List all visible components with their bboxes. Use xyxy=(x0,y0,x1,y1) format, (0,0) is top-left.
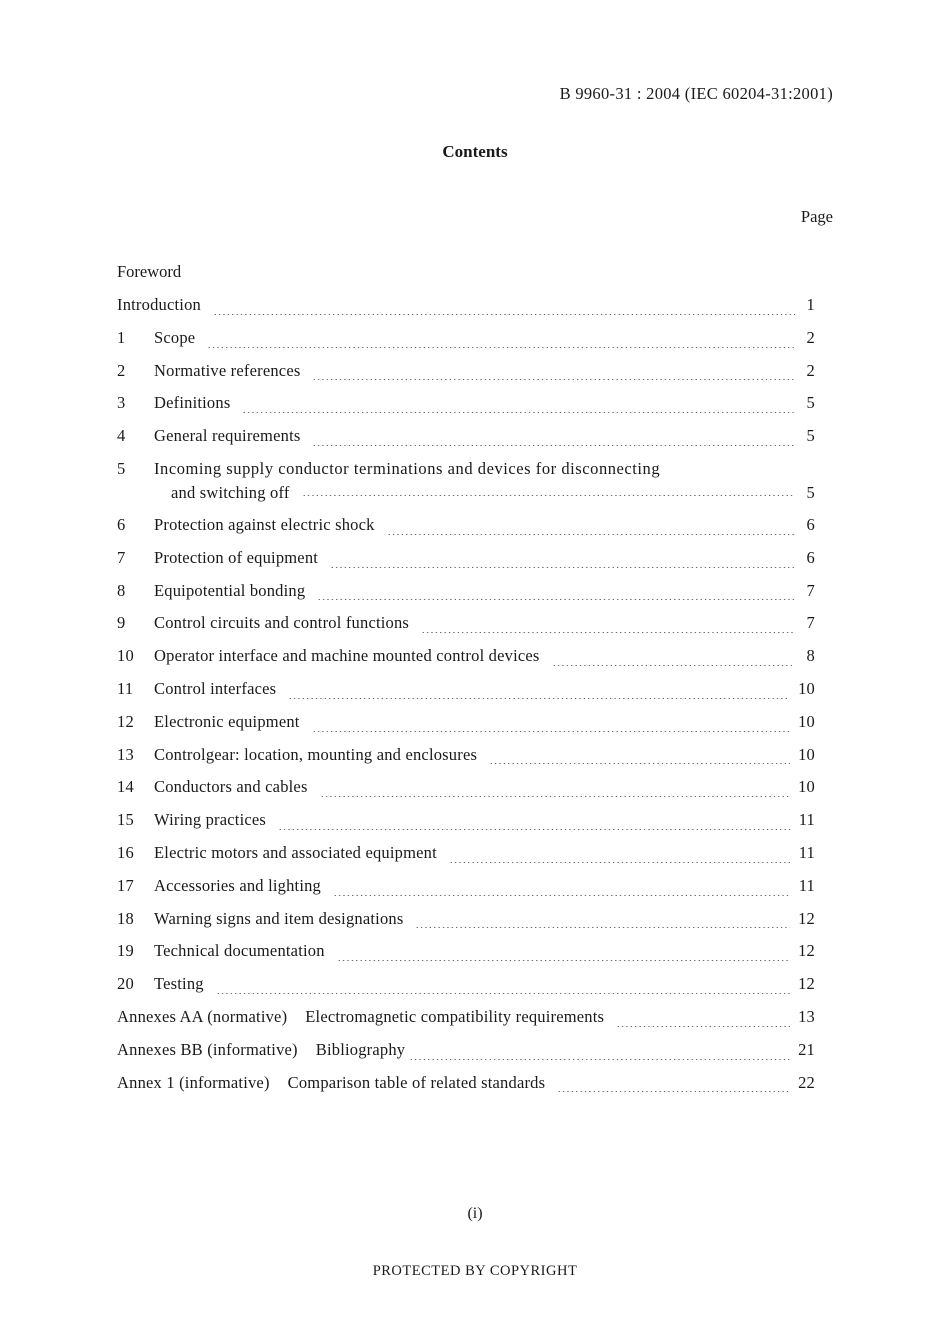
toc-entry[interactable] xyxy=(117,712,815,745)
dot-leader xyxy=(330,567,795,568)
toc-entry-page: 2 xyxy=(806,360,815,380)
dot-leader xyxy=(557,1091,790,1092)
annex-title: Bibliography xyxy=(315,1039,406,1059)
toc-entry-page: 8 xyxy=(806,646,815,666)
dot-leader xyxy=(312,379,795,380)
toc-entry-number: 16 xyxy=(117,842,134,862)
dot-leader xyxy=(337,960,790,961)
dot-leader xyxy=(552,665,795,666)
toc-entry-page: 22 xyxy=(798,1072,815,1092)
toc-entry[interactable] xyxy=(117,777,815,810)
dot-leader xyxy=(333,895,791,896)
toc-entry-label: Definitions xyxy=(154,393,231,413)
toc-entry-page: 7 xyxy=(806,580,815,600)
dot-leader xyxy=(278,829,791,830)
toc-entry-page: 21 xyxy=(798,1039,815,1059)
dot-leader xyxy=(489,763,790,764)
toc-annex-entry[interactable] xyxy=(117,1073,815,1106)
toc-entry-page: 10 xyxy=(798,678,815,698)
toc-entry-number: 4 xyxy=(117,426,126,446)
toc-entry-number: 3 xyxy=(117,393,126,413)
toc-entry-label: Introduction xyxy=(117,295,201,314)
toc-entry-label: Wiring practices xyxy=(154,810,267,830)
toc-entry-page: 12 xyxy=(798,941,815,961)
toc-entry-page: 11 xyxy=(798,842,815,862)
toc-entry-number: 11 xyxy=(117,678,134,698)
toc-annex-entry[interactable] xyxy=(117,1007,815,1040)
toc-entry-label-continued: and switching off xyxy=(171,482,290,502)
toc-entry-label: Conductors and cables xyxy=(154,777,308,797)
toc-entry-label: Testing xyxy=(154,974,204,994)
toc-entry-number: 7 xyxy=(117,547,126,567)
toc-entry[interactable] xyxy=(117,876,815,909)
toc-entry-page: 5 xyxy=(806,482,815,502)
table-of-contents xyxy=(117,295,815,1105)
dot-leader xyxy=(288,698,790,699)
toc-entry-page: 6 xyxy=(806,547,815,567)
toc-entry-label: Technical documentation xyxy=(154,941,325,961)
document-identifier: B 9960-31 : 2004 (IEC 60204-31:2001) xyxy=(559,84,833,103)
toc-entry-label: Incoming supply conductor terminations and devices for disconnecting xyxy=(154,458,661,478)
dot-leader xyxy=(216,993,790,994)
toc-entry[interactable] xyxy=(117,646,815,679)
toc-entry-page: 2 xyxy=(806,327,815,347)
toc-entry[interactable] xyxy=(117,974,815,1007)
toc-entry-page: 6 xyxy=(806,514,815,534)
annex-prefix: Annexes BB (informative) xyxy=(117,1039,298,1059)
toc-foreword[interactable]: Foreword xyxy=(117,262,182,281)
toc-entry[interactable] xyxy=(117,679,815,712)
toc-entry[interactable] xyxy=(117,426,815,459)
toc-entry-number: 12 xyxy=(117,711,134,731)
toc-entry[interactable] xyxy=(117,810,815,843)
toc-entry-label: Control interfaces xyxy=(154,678,277,698)
dot-leader xyxy=(421,632,795,633)
toc-entry-label: Scope xyxy=(154,327,196,347)
copyright-notice: PROTECTED BY COPYRIGHT xyxy=(372,1263,578,1279)
toc-entry-label: Protection of equipment xyxy=(154,547,319,567)
toc-entry-page: 12 xyxy=(798,908,815,928)
toc-entry-page: 1 xyxy=(806,295,815,314)
toc-entry-page: 12 xyxy=(798,974,815,994)
toc-entry[interactable] xyxy=(117,459,815,515)
toc-entry-page: 5 xyxy=(806,426,815,446)
dot-leader xyxy=(415,927,790,928)
toc-entry-number: 2 xyxy=(117,360,126,380)
toc-entry-number: 17 xyxy=(117,875,134,895)
dot-leader xyxy=(409,1059,790,1060)
toc-entry[interactable] xyxy=(117,328,815,361)
toc-entry-number: 10 xyxy=(117,646,134,666)
toc-entry-page: 7 xyxy=(806,613,815,633)
toc-entry-number: 19 xyxy=(117,941,134,961)
toc-entry[interactable] xyxy=(117,843,815,876)
toc-entry-label: Control circuits and control functions xyxy=(154,613,410,633)
toc-entry-number: 14 xyxy=(117,777,134,797)
toc-entry[interactable] xyxy=(117,909,815,942)
toc-entry-page: 11 xyxy=(798,810,815,830)
page-number: (i) xyxy=(467,1205,483,1222)
toc-entry-label: Equipotential bonding xyxy=(154,580,306,600)
dot-leader xyxy=(312,731,791,732)
dot-leader xyxy=(242,412,795,413)
toc-entry-page: 10 xyxy=(798,777,815,797)
toc-entry-label: Warning signs and item designations xyxy=(154,908,404,928)
annex-title: Comparison table of related standards xyxy=(287,1072,546,1092)
dot-leader xyxy=(449,862,791,863)
toc-entry-introduction[interactable] xyxy=(117,295,815,328)
toc-entry[interactable] xyxy=(117,393,815,426)
toc-entry-number: 15 xyxy=(117,810,134,830)
dot-leader xyxy=(312,445,795,446)
toc-entry-page: 10 xyxy=(798,711,815,731)
toc-entry-page: 10 xyxy=(798,744,815,764)
dot-leader xyxy=(207,347,795,348)
toc-entry[interactable] xyxy=(117,515,815,548)
toc-entry[interactable] xyxy=(117,548,815,581)
dot-leader xyxy=(320,796,791,797)
toc-entry-page: 11 xyxy=(798,875,815,895)
annex-prefix: Annexes AA (normative) xyxy=(117,1006,288,1026)
toc-entry-page: 5 xyxy=(806,393,815,413)
dot-leader xyxy=(213,314,795,315)
toc-entry-number: 18 xyxy=(117,908,134,928)
toc-entry-number: 5 xyxy=(117,458,126,478)
toc-entry-number: 1 xyxy=(117,327,126,347)
dot-leader xyxy=(317,599,795,600)
toc-entry-number: 13 xyxy=(117,744,134,764)
dot-leader xyxy=(616,1026,790,1027)
toc-entry[interactable] xyxy=(117,941,815,974)
toc-entry-label: Accessories and lighting xyxy=(154,875,322,895)
toc-entry-label: Normative references xyxy=(154,360,301,380)
toc-entry-number: 20 xyxy=(117,974,134,994)
toc-entry-label: General requirements xyxy=(154,426,301,446)
toc-entry-label: Electric motors and associated equipment xyxy=(154,842,437,862)
toc-entry-label: Operator interface and machine mounted control devices xyxy=(154,646,540,666)
toc-entry-number: 6 xyxy=(117,514,126,534)
toc-entry-page: 13 xyxy=(798,1006,815,1026)
page-column-label: Page xyxy=(800,207,833,226)
annex-title: Electromagnetic compatibility requirements xyxy=(305,1006,605,1026)
toc-entry-label: Protection against electric shock xyxy=(154,514,375,534)
toc-entry-number: 8 xyxy=(117,580,126,600)
dot-leader xyxy=(387,534,795,535)
toc-entry[interactable] xyxy=(117,361,815,394)
annex-prefix: Annex 1 (informative) xyxy=(117,1072,270,1092)
toc-entry-label: Controlgear: location, mounting and enclosures xyxy=(154,744,478,764)
toc-entry[interactable] xyxy=(117,581,815,614)
toc-entry-label: Electronic equipment xyxy=(154,711,300,731)
toc-entry[interactable] xyxy=(117,745,815,778)
toc-entry[interactable] xyxy=(117,613,815,646)
toc-entry-number: 9 xyxy=(117,613,126,633)
toc-annex-entry[interactable] xyxy=(117,1040,815,1073)
page-title: Contents xyxy=(442,142,508,161)
dot-leader xyxy=(302,495,795,496)
